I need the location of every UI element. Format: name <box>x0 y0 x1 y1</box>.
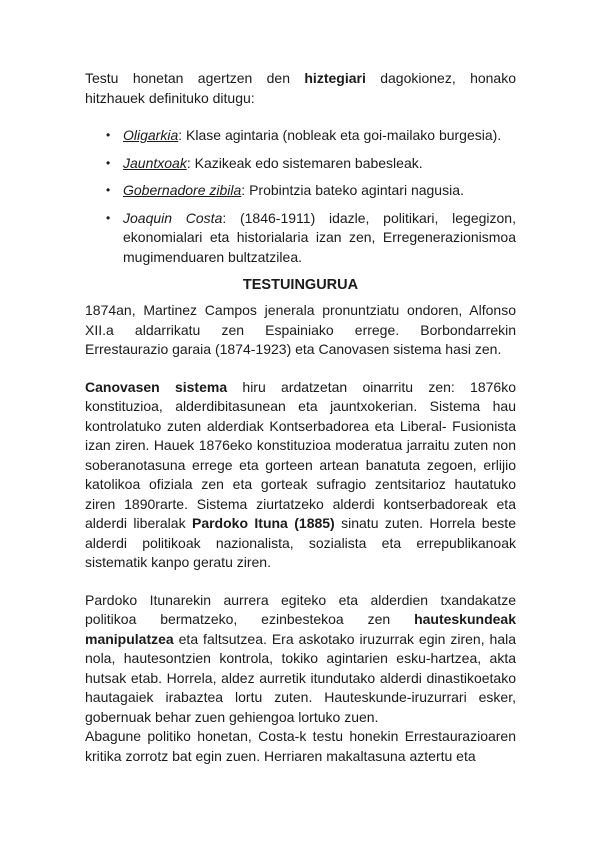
text-segment: : Kazikeak edo sistemaren babesleak. <box>186 154 423 171</box>
text-segment: hiztegiari <box>304 70 366 86</box>
bullet-icon: • <box>106 210 111 225</box>
text-segment: Testu honetan agertzen den <box>85 70 305 86</box>
glossary-item-joaquin-costa <box>106 209 516 268</box>
glossary-item-gobernadore-zibila <box>106 181 516 201</box>
text-segment: eta faltsutzea. Era askotako iruzurrak egin ziren, hala nola, hautesontzien kontrola, tokiko agintarien esku-hartzea, akta hutsak etab. Horrela, aldez aurretik itundutako alderdi dinastikoetako hautagaiek irabaztea lortu zuten. Hauteskunde-iruzurrari esker, gobernuak behar zuen gehiengoa lortuko zuen. <box>85 630 516 725</box>
glossary-item-text <box>123 154 516 174</box>
glossary-item-jauntxoak <box>106 154 516 174</box>
body-paragraph-canovas-system <box>85 378 516 573</box>
glossary-item-text <box>123 126 516 146</box>
glossary-item-text <box>123 181 516 201</box>
text-segment: Jauntxoak <box>123 154 187 171</box>
intro-paragraph <box>85 69 516 108</box>
bullet-icon: • <box>106 183 111 197</box>
body-paragraph-restoration <box>85 301 516 360</box>
glossary-item-oligarkia <box>106 126 516 146</box>
text-segment: Abagune politiko honetan, Costa-k testu honekin Errestaurazioaren kritika zorrotz bat egin zuen. Herriaren makaltasuna aztertu eta <box>85 728 516 764</box>
text-segment: Joaquin Costa <box>123 209 223 226</box>
glossary-item-text <box>123 209 516 268</box>
text-segment: : (1846-1911) idazle, politikari, legegizon, ekonomialari eta historialaria izan zen, Erregenerazionismoa mugimenduaren bultzatzilea. <box>123 209 516 265</box>
text-segment: sinatu zuten. Horrela beste alderdi politikoak nazionalista, sozialista eta errepublikanoak sistematik kanpo geratu ziren. <box>85 515 516 570</box>
text-segment: hiru ardatzetan oinarritu zen: 1876ko konstituzioa, alderdibitasunean eta jauntxokerian. Sistema hau kontrolatuko zuten alderdiak Kontserbadorea eta Liberal- Fusionista izan ziren. Hauek 1876eko konstituzioa moderatua jarraitu zuten non soberanotasuna errege eta gorteen artean banatuta zegoen, erlijio katolikoa ofiziala zen eta gorteak sufragio zentsitarioz hautatuko ziren 1890rarte. Sistema ziurtatzeko alderdi kontserbadoreak eta alderdi liberalak <box>85 378 516 531</box>
text-segment: : Klase agintaria (nobleak eta goi-mailako burgesia). <box>178 127 502 143</box>
text-segment: Gobernadore zibila <box>123 182 242 198</box>
text-segment: Pardoko Itunarekin aurrera egiteko eta alderdien txandakatze politikoa bermatzeko, ezinbestekoa zen <box>85 591 516 627</box>
text-segment: Canovasen sistema <box>85 378 228 395</box>
body-paragraph-costa-critique <box>85 727 516 766</box>
text-segment: dagokionez, honako hitzhauek definituko ditugu: <box>85 70 517 106</box>
text-segment: Pardoko Ituna (1885) <box>191 515 335 531</box>
glossary-list <box>85 126 516 267</box>
bullet-icon: • <box>106 155 111 170</box>
text-segment: : Probintzia bateko agintari nagusia. <box>241 182 464 198</box>
bullet-icon: • <box>106 128 111 142</box>
text-segment: 1874an, Martinez Campos jenerala pronuntziatu ondoren, Alfonso XII.a aldarrikatu zen Espainiako errege. Borbondarrekin Errestaurazio garaia (1874-1923) eta Canovasen sistema hasi zen. <box>85 302 516 357</box>
body-paragraph-pardo-pact <box>85 591 516 728</box>
text-segment: Oligarkia <box>123 127 179 143</box>
section-heading: TESTUINGURUA <box>242 277 359 293</box>
text-segment: hauteskundeak manipulatzea <box>85 611 516 647</box>
